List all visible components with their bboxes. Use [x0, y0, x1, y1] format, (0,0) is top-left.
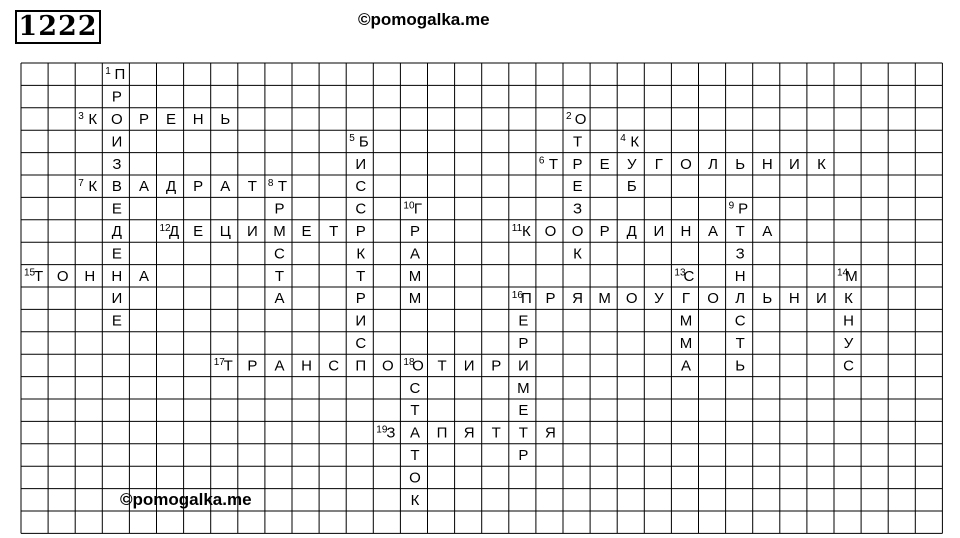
- cell-letter: О: [409, 469, 421, 487]
- cell-letter: С: [843, 357, 854, 375]
- cell-letter: С: [734, 312, 746, 330]
- cell-letter: А: [138, 267, 149, 285]
- cell-letter: Ь: [735, 357, 746, 375]
- cell-letter: Н: [680, 223, 692, 240]
- cell-letter: С: [355, 178, 367, 196]
- cell-letter: Г: [654, 155, 663, 173]
- cell-letter: И: [463, 357, 475, 375]
- cell-letter: И: [246, 223, 258, 240]
- cell-letter: Т: [491, 424, 501, 442]
- cell-letter: Н: [734, 267, 746, 285]
- cell-letter: М: [598, 290, 611, 308]
- cell-letter: Н: [111, 267, 123, 285]
- cell-letter: И: [653, 223, 665, 240]
- cell-letter: Р: [599, 223, 610, 240]
- cell-letter: Ь: [735, 155, 746, 173]
- cell-letter: С: [274, 245, 285, 263]
- cell-letter: К: [630, 133, 640, 151]
- cell-letter: Л: [708, 155, 718, 173]
- cell-letter: К: [410, 491, 420, 509]
- grid-lines: [21, 63, 942, 533]
- cell-letter: С: [409, 379, 421, 397]
- clue-number: 7: [78, 178, 84, 189]
- cell-letter: Б: [626, 178, 637, 196]
- cell-letter: М: [679, 312, 693, 330]
- cell-letter: А: [138, 178, 149, 196]
- cell-letter: А: [409, 424, 420, 442]
- cell-letter: О: [574, 111, 587, 128]
- clue-number: 16: [511, 290, 523, 301]
- cell-letter: Т: [247, 178, 257, 196]
- cell-letter: З: [112, 155, 122, 173]
- cell-letter: Н: [301, 357, 312, 375]
- cell-letter: Р: [572, 155, 583, 173]
- cell-letter: О: [56, 267, 69, 285]
- clue-number: 8: [267, 178, 274, 189]
- cell-letter: Т: [223, 357, 233, 375]
- cell-letter: Р: [111, 88, 122, 106]
- cell-letter: У: [843, 335, 854, 352]
- cell-letter: Д: [168, 223, 180, 240]
- cell-letter: Т: [437, 357, 447, 375]
- cell-letter: И: [111, 133, 123, 151]
- clue-number: 1: [105, 66, 111, 77]
- clue-number: 19: [376, 424, 388, 436]
- cell-letter: А: [274, 290, 285, 308]
- cell-letter: Р: [491, 357, 502, 375]
- cell-letter: Р: [355, 290, 366, 308]
- cell-letter: О: [412, 357, 424, 375]
- cell-letter: О: [680, 155, 692, 173]
- cell-letter: Б: [358, 133, 369, 151]
- cell-letter: Г: [681, 290, 691, 308]
- cell-letter: Р: [738, 200, 749, 218]
- cell-letter: С: [328, 357, 340, 375]
- cell-letter: У: [626, 155, 637, 173]
- clue-number: 12: [159, 222, 171, 234]
- cell-letter: Т: [735, 223, 745, 240]
- cell-letter: К: [521, 223, 531, 240]
- clue-number: 6: [538, 155, 545, 167]
- cell-letter: Ь: [220, 111, 231, 128]
- cell-letter: Т: [329, 223, 339, 240]
- cell-letter: Т: [356, 267, 366, 285]
- cell-letter: Т: [735, 335, 745, 352]
- cell-letter: К: [356, 245, 366, 263]
- cell-letter: О: [707, 290, 719, 308]
- cell-letter: Е: [111, 245, 122, 263]
- cell-letter: Е: [166, 111, 177, 128]
- clue-number: 11: [511, 222, 523, 234]
- problem-number: 1222: [15, 10, 101, 44]
- cell-letter: З: [735, 245, 745, 263]
- cell-letter: И: [816, 290, 827, 308]
- cell-letter: Е: [518, 312, 529, 330]
- cell-letter: А: [409, 245, 420, 263]
- cell-letter: Г: [413, 200, 423, 218]
- cell-letter: З: [386, 424, 396, 442]
- clue-number: 4: [620, 133, 626, 145]
- cell-letter: Р: [355, 223, 366, 240]
- cell-letter: Е: [111, 312, 122, 330]
- cell-letter: Р: [138, 111, 149, 128]
- cell-letter: Р: [193, 178, 204, 196]
- cell-letter: С: [683, 267, 695, 285]
- cell-letter: З: [573, 200, 583, 218]
- clue-number: 10: [403, 200, 415, 212]
- cell-letter: Е: [193, 223, 204, 240]
- cell-letter: А: [708, 223, 719, 240]
- cell-letter: О: [111, 111, 123, 128]
- cell-letter: Т: [572, 133, 583, 151]
- clue-number: 14: [837, 267, 849, 279]
- clue-number: 2: [566, 110, 572, 122]
- cell-letter: Н: [761, 155, 773, 173]
- cell-letter: Д: [111, 223, 122, 240]
- cell-letter: И: [788, 155, 800, 173]
- cell-letter: Е: [301, 223, 312, 240]
- cell-letter: М: [273, 223, 286, 240]
- cell-letter: Д: [626, 223, 637, 240]
- cell-letter: С: [355, 200, 367, 218]
- cell-letter: Т: [410, 402, 420, 420]
- cell-letter: П: [114, 66, 126, 84]
- clue-number: 5: [349, 133, 355, 145]
- cell-letter: П: [520, 290, 532, 308]
- cell-letter: Ц: [219, 223, 231, 240]
- cell-letter: Я: [463, 424, 475, 442]
- cell-letter: Р: [545, 290, 556, 308]
- cell-letter: Т: [277, 178, 288, 196]
- cell-letter: О: [544, 223, 557, 240]
- clue-number: 15: [24, 267, 36, 279]
- cell-letter: Р: [247, 357, 258, 375]
- clue-number: 3: [78, 110, 84, 122]
- cell-letter: А: [274, 357, 285, 375]
- cell-letter: К: [88, 111, 98, 128]
- watermark-bottom: ©pomogalka.me: [120, 490, 252, 509]
- cell-letter: Л: [735, 290, 746, 308]
- cell-letter: Р: [274, 200, 285, 218]
- cell-letter: Д: [165, 178, 177, 196]
- cell-letter: И: [355, 155, 367, 173]
- cell-letter: Р: [518, 447, 529, 464]
- cell-letter: М: [517, 379, 530, 397]
- cell-letter: Н: [84, 267, 96, 285]
- cell-letter: Р: [518, 335, 529, 352]
- cell-letter: К: [844, 290, 853, 308]
- cell-letter: Н: [192, 111, 204, 128]
- cell-letter: А: [762, 223, 773, 240]
- cell-letter: Т: [548, 155, 559, 173]
- cell-letter: Т: [410, 447, 420, 464]
- cell-letter: Ь: [762, 290, 773, 308]
- clue-number: 17: [213, 357, 225, 369]
- cell-letter: М: [408, 290, 422, 308]
- cell-letter: С: [355, 335, 367, 352]
- clue-number: 13: [674, 267, 686, 279]
- cell-letter: А: [680, 357, 691, 375]
- cell-letter: М: [408, 267, 422, 285]
- cell-letter: А: [220, 178, 231, 196]
- cell-letter: Н: [843, 312, 854, 330]
- cell-letter: Н: [788, 290, 800, 308]
- cell-letter: К: [573, 245, 582, 263]
- cell-letter: Е: [518, 402, 529, 420]
- cell-letter: Т: [33, 267, 44, 285]
- cell-letter: Я: [545, 424, 556, 442]
- cell-letter: К: [88, 178, 98, 196]
- cell-letter: И: [111, 290, 123, 308]
- watermark-top: ©pomogalka.me: [358, 10, 490, 29]
- cell-letter: Е: [111, 200, 122, 218]
- cell-letter: П: [355, 357, 367, 375]
- cell-letter: М: [679, 335, 693, 352]
- cell-letter: И: [517, 357, 529, 375]
- cell-letter: Я: [572, 290, 583, 308]
- cell-letter: О: [382, 357, 394, 375]
- cell-letter: В: [111, 178, 122, 196]
- cell-letter: Р: [409, 223, 420, 240]
- cell-letter: И: [355, 312, 367, 330]
- cell-letter: О: [625, 290, 638, 308]
- cell-letter: Т: [274, 267, 285, 285]
- cell-letter: О: [571, 223, 584, 240]
- cell-letter: П: [436, 424, 448, 442]
- cell-letter: Е: [599, 155, 610, 173]
- cell-letter: М: [845, 267, 858, 285]
- clue-number: 18: [403, 357, 415, 369]
- cell-letter: Е: [572, 178, 583, 196]
- clue-number: 9: [728, 200, 735, 212]
- cell-letter: К: [817, 155, 826, 173]
- cell-letter: Т: [518, 424, 528, 442]
- cell-letter: У: [654, 290, 664, 308]
